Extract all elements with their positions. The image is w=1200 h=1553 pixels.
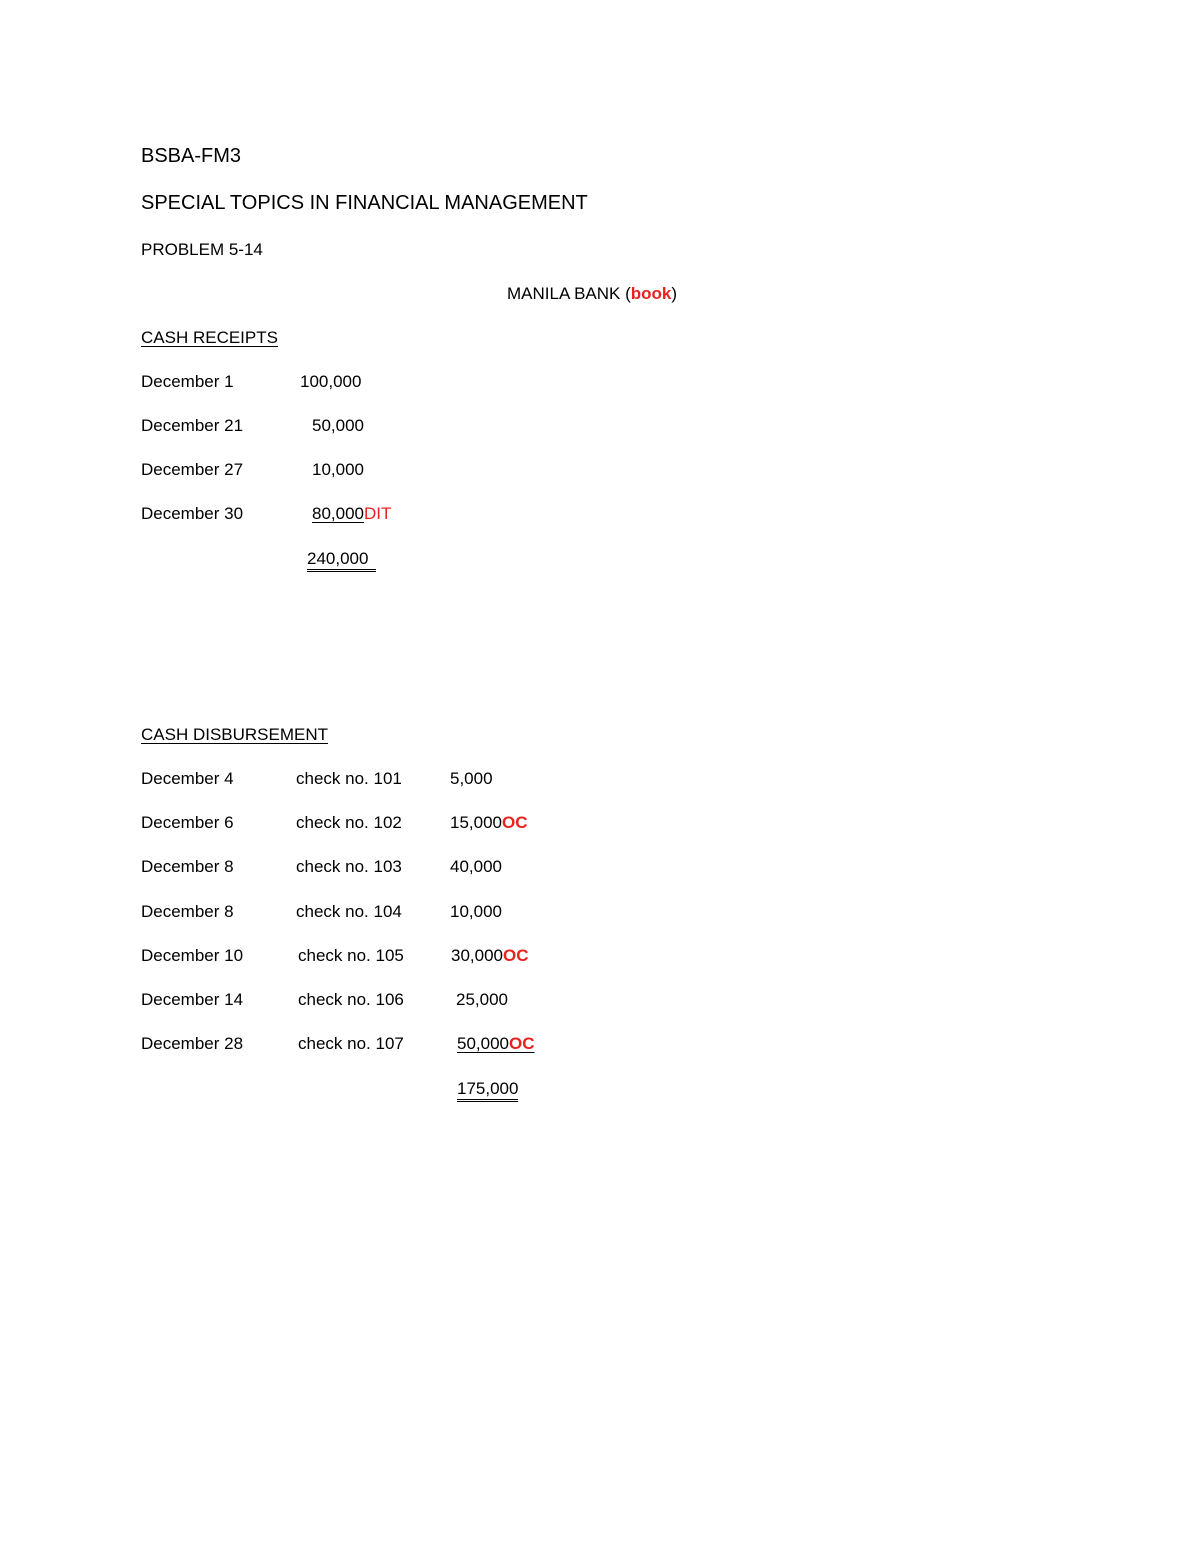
disbursement-date: December 4	[141, 769, 234, 788]
subject-title: SPECIAL TOPICS IN FINANCIAL MANAGEMENT	[141, 192, 588, 214]
cash-receipts-heading: CASH RECEIPTS	[141, 328, 278, 347]
ledger-title	[507, 285, 677, 302]
receipt-date: December 1	[141, 372, 234, 391]
disbursement-amount: 5,000	[450, 769, 493, 788]
disbursement-date: December 8	[141, 857, 234, 876]
disbursement-amount: 30,000OC	[451, 946, 529, 965]
disbursement-total: 175,000	[457, 1080, 518, 1097]
cash-disbursement-heading: CASH DISBURSEMENT	[141, 725, 329, 744]
disbursement-amount: 15,000OC	[450, 813, 528, 832]
receipt-amount: 10,000	[312, 460, 364, 479]
disbursement-date: December 14	[141, 990, 244, 1009]
disbursement-check: check no. 102	[296, 813, 402, 832]
disbursement-date: December 6	[141, 813, 234, 832]
receipt-amount: 50,000	[312, 416, 364, 435]
ledger-title-main: MANILA BANK (	[507, 284, 631, 303]
disbursement-check: check no. 105	[298, 946, 404, 965]
receipt-amount: 80,000DIT	[312, 504, 392, 523]
disbursement-amount: 50,000OC	[457, 1034, 535, 1053]
disbursement-date: December 10	[141, 946, 244, 965]
disbursement-check: check no. 104	[296, 902, 402, 921]
disbursement-check: check no. 101	[296, 769, 402, 788]
receipts-total: 240,000	[307, 550, 376, 567]
receipt-date: December 30	[141, 504, 244, 523]
disbursement-date: December 8	[141, 902, 234, 921]
disbursement-amount: 10,000	[450, 902, 502, 921]
disbursement-check: check no. 103	[296, 857, 402, 876]
problem-number: PROBLEM 5-14	[141, 240, 263, 259]
receipt-date: December 27	[141, 460, 244, 479]
disbursement-annotation: OC	[503, 946, 529, 965]
disbursement-check: check no. 106	[298, 990, 404, 1009]
disbursement-amount: 40,000	[450, 857, 502, 876]
disbursement-date: December 28	[141, 1034, 244, 1053]
receipt-date: December 21	[141, 416, 244, 435]
disbursement-check: check no. 107	[298, 1034, 404, 1053]
receipt-amount: 100,000	[300, 372, 362, 391]
disbursement-amount: 25,000	[456, 990, 508, 1009]
ledger-title-close: )	[671, 284, 678, 303]
disbursement-annotation: OC	[509, 1034, 535, 1053]
disbursement-annotation: OC	[502, 813, 528, 832]
receipt-annotation: DIT	[364, 504, 392, 523]
ledger-title-book: book	[630, 284, 672, 303]
course-code: BSBA-FM3	[141, 145, 242, 167]
